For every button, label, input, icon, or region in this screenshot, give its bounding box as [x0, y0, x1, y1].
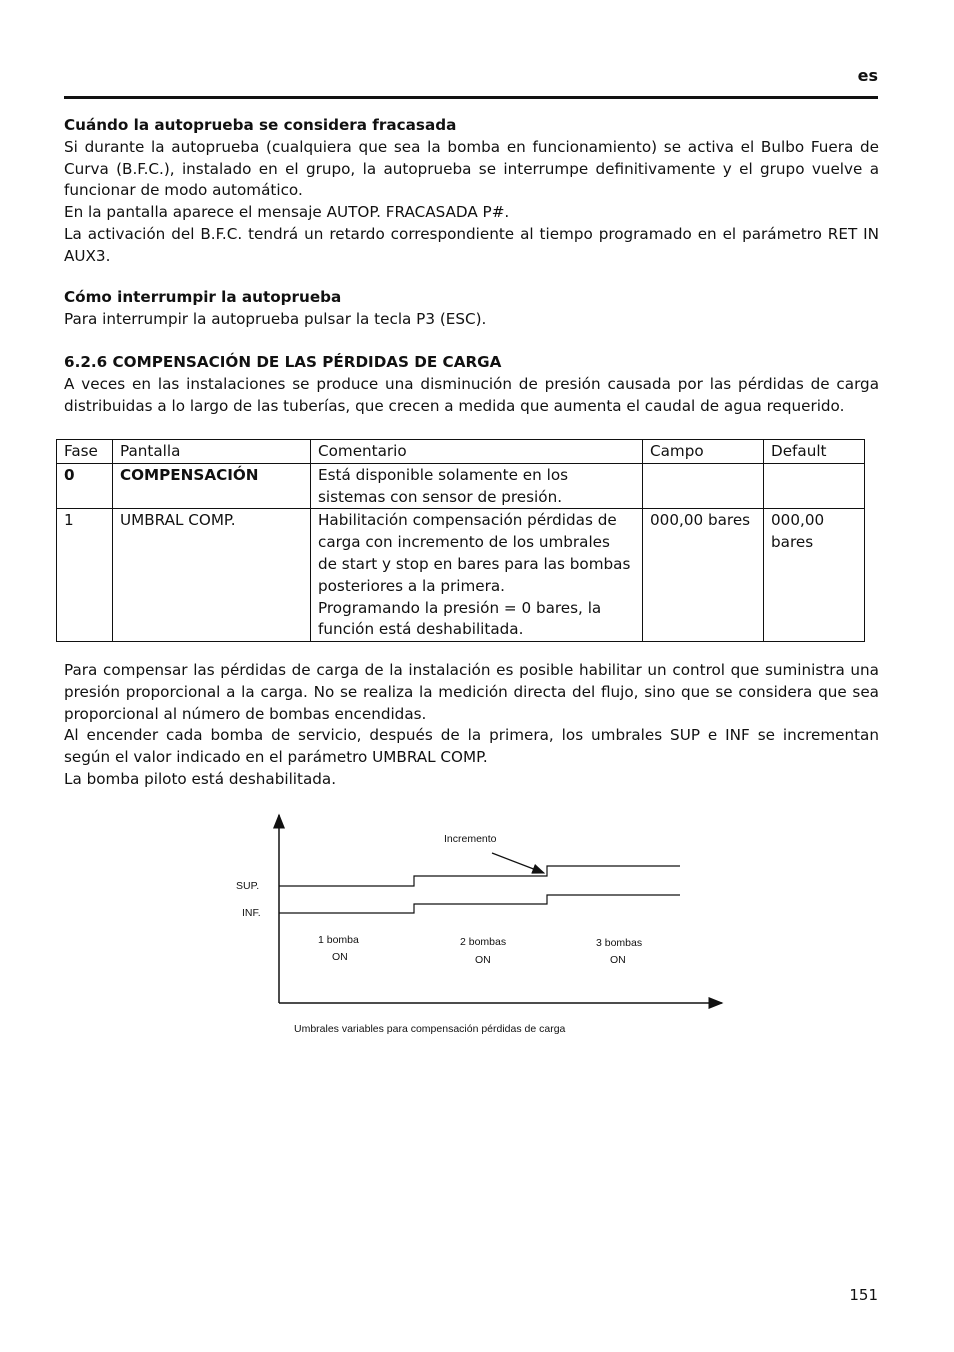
- pump-state: ON: [332, 951, 348, 963]
- increment-label: Incremento: [444, 833, 497, 845]
- pump-label: 3 bombas: [596, 937, 643, 949]
- comment-line: sistemas con sensor de presión.: [318, 487, 563, 506]
- section-interrupt-autotest: [64, 287, 879, 331]
- comment-line: Programando la presión = 0 bares, la: [318, 598, 602, 617]
- header-cell: Fase: [57, 440, 113, 464]
- table-row: [57, 463, 865, 509]
- fase-cell: 0: [57, 463, 113, 509]
- section-heading: Cómo interrumpir la autoprueba: [64, 288, 342, 306]
- paragraph: A veces en las instalaciones se produce una disminución de presión causada por las pérdidas de carga distribuidas a lo largo de las tuberías, que crecen a medida que aumenta el caudal de agua requerido.: [64, 374, 879, 415]
- parameter-table: [56, 439, 865, 642]
- increment-arrow: [492, 853, 544, 873]
- default-cell: 000,00 bares: [764, 509, 865, 642]
- comment-line: función está deshabilitada.: [318, 620, 524, 639]
- header-cell: Campo: [643, 440, 764, 464]
- header-rule: [64, 96, 878, 99]
- section-compensation-description: [64, 660, 879, 791]
- pump-label: 2 bombas: [460, 936, 507, 948]
- comment-line: Está disponible solamente en los: [318, 465, 569, 484]
- inf-threshold-line: [279, 895, 680, 913]
- pump-state: ON: [475, 954, 491, 966]
- section-heading: Cuándo la autoprueba se considera fracasada: [64, 116, 457, 134]
- comment-line: posteriores a la primera.: [318, 576, 506, 595]
- paragraph: En la pantalla aparece el mensaje AUTOP. FRACASADA P#.: [64, 203, 510, 222]
- header-cell: Default: [764, 440, 865, 464]
- header-cell: Pantalla: [113, 440, 311, 464]
- page-number: 151: [849, 1286, 878, 1304]
- pump-label: 1 bomba: [318, 934, 359, 946]
- pantalla-cell: UMBRAL COMP.: [113, 509, 311, 642]
- threshold-diagram: [200, 800, 740, 1045]
- paragraph: Si durante la autoprueba (cualquiera que sea la bomba en funcionamiento) se activa el Bulbo Fuera de Curva (B.F.C.), instalado en el grupo, la autoprueba se interrumpe definitivamente y el grupo vuelve a funcionar de modo automático.: [64, 137, 879, 200]
- section-load-loss-compensation: [64, 352, 879, 417]
- sup-label: SUP.: [236, 880, 260, 892]
- header-cell: Comentario: [311, 440, 643, 464]
- comment-line: Habilitación compensación pérdidas de: [318, 511, 617, 530]
- pantalla-cell: COMPENSACIÓN: [113, 463, 311, 509]
- comment-line: de start y stop en bares para las bombas: [318, 554, 631, 573]
- comentario-cell: [311, 509, 643, 642]
- campo-cell: [643, 463, 764, 509]
- comment-line: carga con incremento de los umbrales: [318, 533, 610, 552]
- table-header-row: [57, 440, 865, 464]
- fase-cell: 1: [57, 509, 113, 642]
- inf-label: INF.: [242, 907, 261, 919]
- pump-state: ON: [610, 954, 626, 966]
- section-failed-autotest: [64, 115, 879, 268]
- paragraph: La activación del B.F.C. tendrá un retardo correspondiente al tiempo programado en el parámetro RET IN AUX3.: [64, 224, 879, 265]
- section-heading: 6.2.6 COMPENSACIÓN DE LAS PÉRDIDAS DE CARGA: [64, 353, 502, 371]
- paragraph: Para compensar las pérdidas de carga de la instalación es posible habilitar un control que suministra una presión proporcional a la carga. No se realiza la medición directa del flujo, sino que se considera que sea proporcional al número de bombas encendidas.: [64, 661, 879, 723]
- language-tag: es: [857, 66, 878, 85]
- figure-caption: Umbrales variables para compensación pérdidas de carga: [294, 1023, 566, 1035]
- paragraph: Para interrumpir la autoprueba pulsar la tecla P3 (ESC).: [64, 309, 487, 328]
- table-row: [57, 509, 865, 642]
- default-cell: [764, 463, 865, 509]
- campo-cell: 000,00 bares: [643, 509, 764, 642]
- comentario-cell: [311, 463, 643, 509]
- paragraph: Al encender cada bomba de servicio, después de la primera, los umbrales SUP e INF se incrementan según el valor indicado en el parámetro UMBRAL COMP.: [64, 726, 879, 767]
- sup-threshold-line: [279, 866, 680, 886]
- paragraph: La bomba piloto está deshabilitada.: [64, 769, 337, 788]
